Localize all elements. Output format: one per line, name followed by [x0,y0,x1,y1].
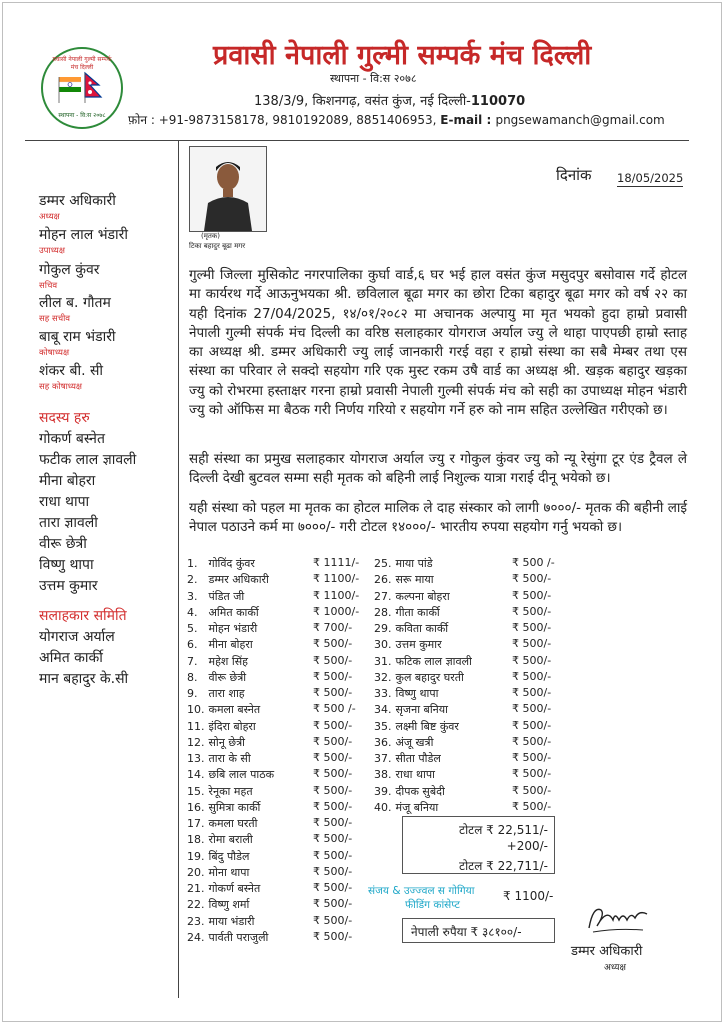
contribution-item [187,735,245,750]
officer-name: बाबू राम भंडारी [39,329,116,345]
contributor-name: अंजू खत्री [395,735,434,749]
logo-text-bottom: स्थापना - वि:स २०७८ [58,112,106,119]
founded-line: स्थापना - वि:स २०७८ [330,72,417,85]
contribution-amount: ₹ 500/- [313,783,353,797]
item-number: 1. [187,557,198,570]
contributor-name: माया पांडे [395,557,433,570]
contributor-name: मीना बोहरा [208,638,253,652]
sponsor-amount: ₹ 1100/- [503,889,554,903]
item-number: 11. [187,719,205,733]
contribution-amount: ₹ 500/- [512,734,552,748]
signatory-name: डम्मर अधिकारी [571,944,643,959]
contribution-item [187,621,257,636]
item-number: 30. [374,638,392,652]
contribution-amount: ₹ 500/- [313,751,353,764]
officer-name: गोकुल कुंवर [39,262,100,278]
item-number: 18. [187,833,205,847]
contribution-amount: ₹ 500/- [313,913,353,927]
email-address[interactable]: pngsewamanch@gmail.com [495,113,665,127]
contributor-name: गोकर्ण बस्नेत [208,882,261,895]
item-number: 38. [374,768,392,782]
item-number: 13. [187,752,205,765]
contribution-item [187,702,260,717]
date-value: 18/05/2025 [617,171,684,185]
contribution-item [187,930,268,945]
date-label: दिनांक [556,166,592,184]
contributor-name: लक्ष्मी बिष्ट कुंवर [395,719,459,733]
item-number: 35. [374,719,392,733]
logo-text-top: प्रवासी नेपाली गुल्मी सम्पर्क मंच दिल्ली [52,56,112,71]
contributor-name: विष्णु थापा [395,687,439,700]
contribution-amount: ₹ 500/- [512,621,552,634]
contribution-amount: ₹ 500/- [512,751,552,764]
member-name: फटीक लाल ज्ञावली [39,452,137,468]
contributor-name: रोमा बराली [208,833,253,847]
advisors-heading: सलाहकार समिति [39,608,127,624]
item-number: 15. [187,784,205,798]
contribution-amount: ₹ 500/- [313,799,353,813]
organization-logo [41,47,123,129]
contribution-amount: ₹ 500/- [313,718,353,732]
contribution-item [187,572,269,587]
contribution-amount: ₹ 1000/- [313,604,360,618]
contributor-name: डम्मर अधिकारी [208,573,269,587]
photo-caption-label: (मृतक) [201,232,221,240]
contributor-name: सृजना बनिया [395,703,449,717]
letterhead-page [2,2,722,1022]
item-number: 28. [374,605,392,619]
officer-role: उपाध्यक्ष [39,246,65,256]
contribution-item [374,670,464,685]
contributor-name: महेश सिंह [208,654,249,668]
contribution-item [187,589,244,604]
contribution-amount: ₹ 500/- [313,881,353,894]
item-number: 14. [187,768,205,782]
contribution-item [374,572,434,587]
contribution-item [187,832,253,847]
item-number: 6. [187,638,198,652]
contributor-name: मोना थापा [208,865,250,879]
contributor-name: सीता पौडेल [395,752,441,765]
contribution-amount: ₹ 500/- [512,702,552,716]
contribution-item [187,914,254,929]
item-number: 31. [374,654,392,668]
grand-total-box [402,918,555,943]
contributor-name: उत्तम कुमार [395,638,442,652]
contribution-amount: ₹ 1100/- [313,572,360,586]
contribution-item [374,800,438,815]
contribution-amount: ₹ 500/- [313,686,353,699]
item-number: 20. [187,865,205,879]
contribution-amount: ₹ 1100/- [313,588,360,602]
officer-role: सचिव [39,281,58,291]
flags-icon [57,67,107,107]
contributor-name: कुल बहादुर घरती [395,670,464,684]
contribution-item [187,751,251,766]
contribution-item [187,605,259,620]
contribution-item [374,751,441,766]
contribution-amount: ₹ 500/- [512,653,552,667]
organization-title: प्रवासी नेपाली गुल्मी सम्पर्क मंच दिल्ली [213,40,592,71]
item-number: 25. [374,557,392,570]
contribution-amount: ₹ 500/- [313,637,353,651]
item-number: 22. [187,898,205,912]
contribution-item [187,865,249,880]
contributor-name: रेनूका महत [208,784,253,798]
contributor-name: माया भंडारी [208,914,255,928]
item-number: 37. [374,752,392,765]
contributor-name: छबि लाल पाठक [208,768,275,782]
photo-caption-name: टिका बहादुर बूढा मगर [189,242,246,250]
item-number: 21. [187,882,205,895]
contribution-amount: ₹ 500/- [313,832,353,846]
contributor-name: सरू माया [395,573,434,587]
officer-role: सह सचीव [39,314,71,324]
contributor-name: कमला घरती [208,817,258,830]
deceased-photo [189,146,267,232]
header-divider [25,140,689,141]
advisor-name: योगराज अर्याल [39,629,115,645]
member-name: विष्णु थापा [39,557,94,573]
body-paragraph-2: सही संस्था का प्रमुख सलाहकार योगराज अर्याल ज्यु र गोकुल कुंवर ज्यु को न्यू रेसुंगा टूर एंड ट्रैवल ले दिल्ली देखी बुटवल सम्मा सही मृतक को बहिनी लाई निशुल्क यात्रा गराई दीनू भयेको छ। [189,451,687,487]
item-number: 36. [374,735,392,749]
item-number: 10. [187,703,205,717]
sponsor-org: फीडिंग कांसेप्ट [405,899,460,911]
member-name: गोकर्ण बस्नेत [39,431,105,447]
officer-role: कोषाध्यक्ष [39,348,70,358]
contributor-name: अमित कार्की [208,605,259,619]
item-number: 4. [187,605,198,619]
contribution-amount: ₹ 500/- [313,816,353,829]
contribution-item [187,816,257,831]
contributor-name: तारा के सी [208,752,251,765]
contributor-name: बिंदु पौडेल [208,849,250,863]
contribution-amount: ₹ 500/- [512,604,552,618]
contribution-amount: ₹ 500/- [512,718,552,732]
person-photo-icon [190,147,266,231]
contribution-item [374,605,440,620]
contribution-amount: ₹ 500 /- [512,556,555,569]
contributor-name: सोनू छेत्री [208,735,246,749]
body-paragraph-1: गुल्मी जिल्ला मुसिकोट नगरपालिका कुर्घा वार्ड,६ घर भई हाल वसंत कुंज मसुदपुर बसोवास गर्दे होटल मा कार्यरथ गर्दे आऊनुभयका श्री. छविलाल बूढा मगर का छोरा टिका बहादुर बूढा मगर को वर्ष २२ का यही दिनांक 27/04/2025, १४/०१/२०८२ मा अचानक अल्पायु मा मृत भयको हुदा हाम्रो प्रवासी नेपाली गुल्मी संपर्क मंच दिल्ली का वरिष्ठ सलाहकार योगराज अर्याल ज्यु ले थाहा पाएपछी हाम्रो स्ताह का अध्यक्ष श्री. डम्मर अधिकारी ज्यु लाई जानकारी गरई वहा र हाम्रो संस्था का सबै मेम्बर तथा एस संस्था का परिवार ले सक्दो सहयोग गरि एक मुस्ट रकम उषै वार्ड का अध्यक्ष श्री. खड़क बहादुर खड़का ज्यु को रोभरमा हस्ताक्षर गरना हाम्रो प्रवासी नेपाली गुल्मी संपर्क मंच को सही का उपाध्यक्ष मोहन भंडारी ज्यु को ऑफिस मा बैठक गरी निर्णय गरियो र सहयोग गर्ने हरु को नाम सहित उल्लेखित गरीएको छ। [189,267,687,419]
contribution-item [374,589,450,604]
member-name: तारा ज्ञावली [39,515,98,531]
body-paragraph-3: यही संस्था को पहल मा मृतक का होटल मालिक ले दाह संस्कार को लागी ७०००/- मृतक की बहीनी लाई नेपाल पठाउने कर्म मा ७०००/- गरी टोटल १४०००/- भारतीय रुपया सहयोग गर्नु भयको छ। [189,500,687,536]
item-number: 2. [187,573,198,587]
contributor-name: पंडित जी [208,589,245,603]
nepali-total: नेपाली रुपैया ₹ ३८१००/- [411,925,522,939]
contributor-name: गोविंद कुंवर [208,557,255,570]
contributor-name: मोहन भंडारी [208,622,258,635]
officer-name: लील ब. गौतम [39,295,111,311]
member-name: वीरू छेत्री [39,536,87,552]
contribution-amount: ₹ 700/- [313,621,353,634]
signatory-role: अध्यक्ष [604,963,626,973]
contributor-name: सुमित्रा कार्की [208,800,261,814]
contribution-item [187,784,253,799]
contribution-amount: ₹ 500/- [313,929,353,943]
contribution-item [374,556,433,571]
address-pin: 110070 [470,94,526,109]
contributor-name: तारा शाह [208,687,245,700]
members-heading: सदस्य हरु [39,410,90,426]
contribution-amount: ₹ 500/- [512,669,552,683]
contributor-name: दीपक सुबेदी [395,784,445,798]
contributor-name: कविता कार्की [395,622,449,635]
contribution-item [187,637,253,652]
signature-icon [583,898,653,938]
contact-line [128,111,665,128]
contribution-item [374,735,433,750]
contributor-name: कमला बस्नेत [208,703,261,717]
contribution-amount: ₹ 500/- [313,848,353,862]
contribution-item [374,686,438,701]
address-line [254,91,525,109]
email-label: E-mail : [440,113,496,127]
item-number: 24. [187,930,205,944]
contributor-name: मंजू बनिया [395,800,439,814]
contribution-amount: ₹ 500/- [313,734,353,748]
contribution-item [187,654,248,669]
contributor-name: कल्पना बोहरा [395,589,450,603]
sidebar-divider [178,140,179,998]
officer-role: अध्यक्ष [39,212,60,222]
officer-name: डम्मर अधिकारी [39,193,116,209]
contribution-item [374,784,445,799]
subtotal: टोटल ₹ 22,511/- [459,823,548,837]
item-number: 39. [374,784,392,798]
item-number: 32. [374,670,392,684]
item-number: 12. [187,735,205,749]
adjustment: +200/- [506,839,548,853]
item-number: 33. [374,687,392,700]
item-number: 27. [374,589,392,603]
contribution-item [374,654,472,669]
contribution-amount: ₹ 500/- [313,767,353,781]
sponsor-name: संजय & उज्ज्वल स गोगिया [368,885,475,897]
member-name: उत्तम कुमार [39,578,98,594]
contribution-amount: ₹ 500/- [313,897,353,911]
contribution-item [187,556,255,571]
item-number: 8. [187,670,198,684]
contributor-name: वीरू छेत्री [208,670,247,684]
contribution-amount: ₹ 500/- [512,799,552,813]
member-name: मीना बोहरा [39,473,96,489]
contribution-amount: ₹ 500 /- [313,702,356,716]
contribution-amount: ₹ 500/- [512,783,552,797]
item-number: 29. [374,622,392,635]
advisor-name: अमित कार्की [39,650,103,666]
contributor-name: राधा थापा [395,768,435,782]
address-text: 138/3/9, किशनगढ़, वसंत कुंज, नई दिल्ली- [254,94,471,109]
phone-numbers: फ़ोन : +91-9873158178, 9810192089, 8851406953, [128,113,441,127]
advisor-name: मान बहादुर के.सी [39,671,129,687]
contribution-item [187,800,260,815]
item-number: 7. [187,654,198,668]
contribution-item [187,881,260,896]
item-number: 34. [374,703,392,717]
item-number: 23. [187,914,205,928]
contributor-name: पार्वती पराजुली [208,930,269,944]
contribution-item [374,637,442,652]
contribution-item [374,767,435,782]
contribution-amount: ₹ 500/- [512,588,552,602]
officer-name: मोहन लाल भंडारी [39,227,129,243]
total: टोटल ₹ 22,711/- [459,859,548,873]
contribution-item [187,767,274,782]
contribution-item [187,719,256,734]
totals-box [402,816,555,874]
item-number: 3. [187,589,198,603]
contributor-name: फटिक लाल ज्ञावली [395,654,472,668]
contribution-item [187,897,249,912]
officer-role: सह कोषाध्यक्ष [39,382,83,392]
member-name: राधा थापा [39,494,90,510]
contribution-item [187,686,245,701]
item-number: 26. [374,573,392,587]
contribution-amount: ₹ 500/- [313,653,353,667]
item-number: 19. [187,849,205,863]
contribution-amount: ₹ 500/- [313,669,353,683]
contributor-name: गीता कार्की [395,605,440,619]
item-number: 16. [187,800,205,814]
contribution-item [374,702,448,717]
contributor-name: विष्णु शर्मा [208,898,250,912]
contribution-amount: ₹ 500/- [512,767,552,781]
item-number: 17. [187,817,205,830]
item-number: 9. [187,687,198,700]
contribution-amount: ₹ 1111/- [313,556,360,569]
contribution-item [187,670,246,685]
contribution-amount: ₹ 500/- [512,686,552,699]
officer-name: शंकर बी. सी [39,363,104,379]
contribution-item [374,719,459,734]
contributor-name: इंदिरा बोहरा [208,719,256,733]
contribution-amount: ₹ 500/- [512,572,552,586]
contribution-item [187,849,249,864]
contribution-amount: ₹ 500/- [512,637,552,651]
item-number: 5. [187,622,198,635]
contribution-amount: ₹ 500/- [313,864,353,878]
item-number: 40. [374,800,392,814]
contribution-item [374,621,448,636]
